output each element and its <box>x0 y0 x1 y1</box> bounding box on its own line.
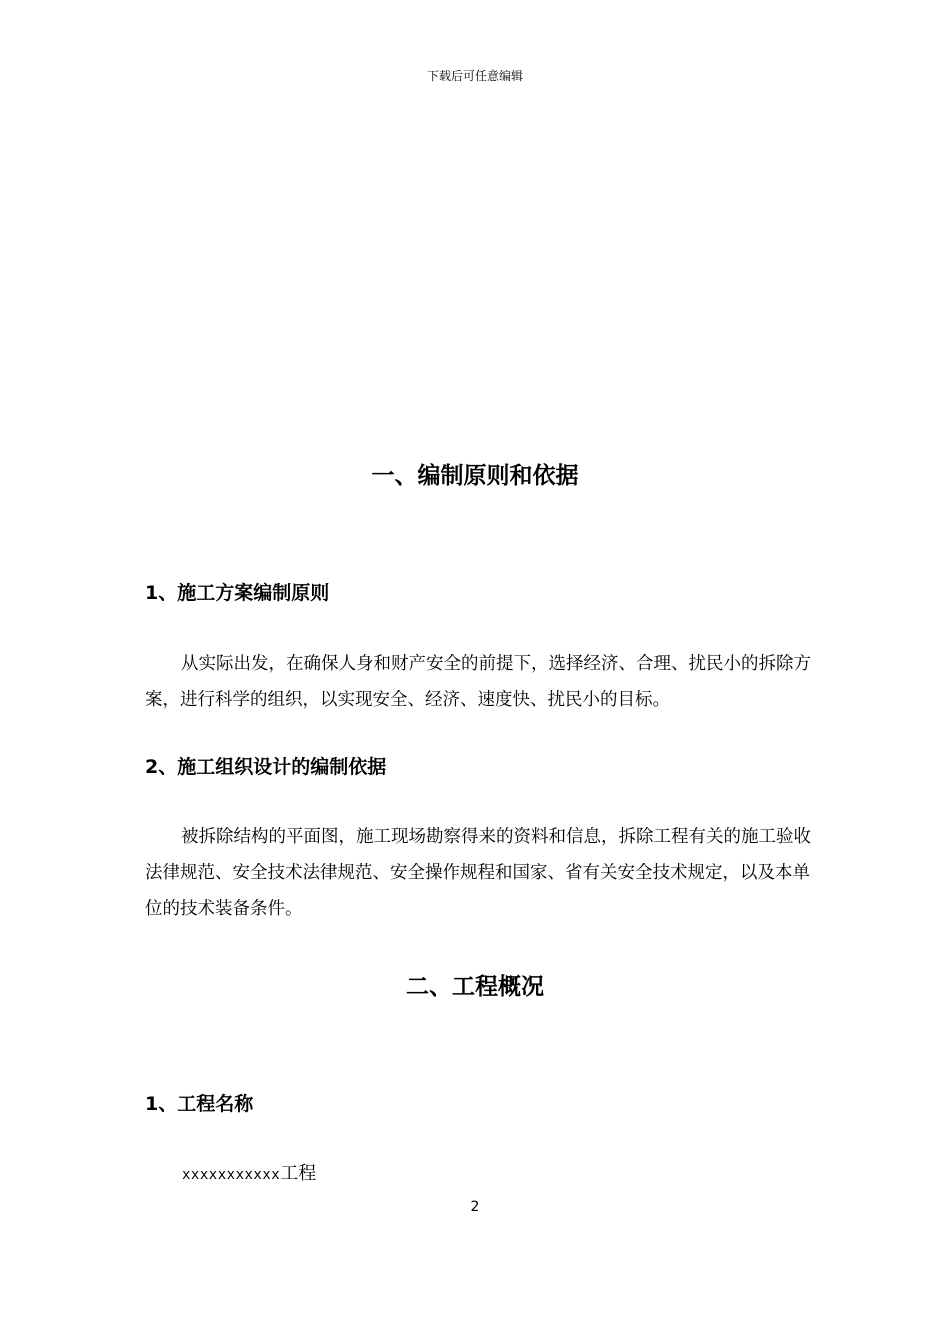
section-title-principles: 一、编制原则和依据 <box>371 463 579 489</box>
project-name-placeholder: xxxxxxxxxxx <box>182 1167 281 1183</box>
page-number: 2 <box>470 1199 480 1215</box>
project-name <box>182 1160 316 1189</box>
subsection-heading-basis: 2、施工组织设计的编制依据 <box>145 756 387 778</box>
subsection-heading-principles: 1、施工方案编制原则 <box>145 582 330 604</box>
paragraph-basis: 被拆除结构的平面图，施工现场勘察得来的资料和信息，拆除工程有关的施工验收法律规范、安全技术法律规范、安全操作规程和国家、省有关安全技术规定，以及本单位的技术装备条件。 <box>145 827 811 919</box>
project-name-suffix: 工程 <box>280 1163 317 1184</box>
header-note: 下载后可任意编辑 <box>426 69 523 83</box>
subsection-heading-project-name: 1、工程名称 <box>145 1093 254 1115</box>
paragraph-principles: 从实际出发，在确保人身和财产安全的前提下，选择经济、合理、扰民小的拆除方案，进行科学的组织，以实现安全、经济、速度快、扰民小的目标。 <box>145 654 811 710</box>
section-title-overview: 二、工程概况 <box>406 974 544 1000</box>
